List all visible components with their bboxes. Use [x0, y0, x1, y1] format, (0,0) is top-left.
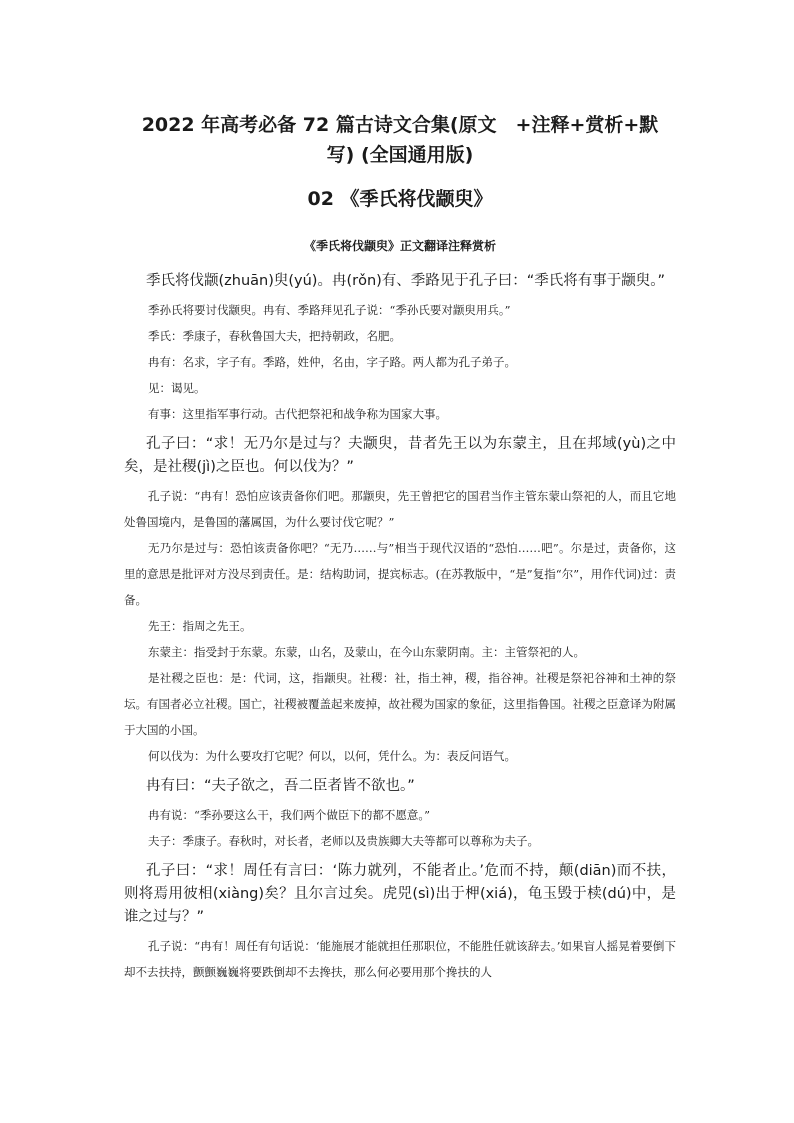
section-heading: 《季氏将伐颛臾》正文翻译注释赏析: [303, 239, 496, 253]
original-text-paragraph: 季氏将伐颛(zhuān)臾(yú)。冉(rǒn)有、季路见于孔子曰：“季氏将有事于颛臾。”: [146, 273, 666, 289]
annotation-paragraph: 冉有说：“季孙要这么干，我们两个做臣下的都不愿意。”: [148, 808, 431, 822]
annotation-paragraph: 是社稷之臣也：是：代词，这，指颛臾。社稷：社，指土神，稷，指谷神。社稷是祭祀谷神和土神的祭坛。有国者必立社稷。国亡，社稷被覆盖起来废掉，故社稷为国家的象征，这里指鲁国。社稷之臣意译为附属于大国的小国。: [124, 671, 676, 737]
annotation-paragraph: 孔子说：“冉有！恐怕应该责备你们吧。那颛臾，先王曾把它的国君当作主管东蒙山祭祀的人，而且它地处鲁国境内，是鲁国的藩属国，为什么要讨伐它呢？”: [124, 489, 676, 529]
annotation-paragraph: 无乃尔是过与：恐怕该责备你吧？“无乃……与”相当于现代汉语的“恐怕……吧”。尔是过，责备你，这里的意思是批评对方没尽到责任。是：结构助词，提宾标志。(在苏教版中，“是”复指“尔”，用作代词)过：责备。: [124, 541, 676, 607]
annotation-paragraph: 夫子：季康子。春秋时，对长者，老师以及贵族卿大夫等都可以尊称为夫子。: [148, 834, 539, 848]
document-title: 2022 年高考必备 72 篇古诗文合集(原文 +注释+赏析+默写) (全国通用版): [141, 114, 659, 166]
original-text-paragraph: 孔子曰：“求！周任有言曰：‘陈力就列，不能者止。’危而不持，颠(diān)而不扶，则将焉用彼相(xiàng)矣？且尔言过矣。虎兕(sì)出于柙(xiá)，龟玉毁于椟(dú)中，是谁之过与？”: [124, 863, 676, 925]
annotation-paragraph: 冉有：名求，字子有。季路，姓仲，名由，字子路。两人都为孔子弟子。: [148, 355, 516, 369]
annotation-paragraph: 季氏：季康子，春秋鲁国大夫，把持朝政，名肥。: [148, 329, 401, 343]
annotation-paragraph: 先王：指周之先王。: [148, 619, 252, 633]
annotation-paragraph: 孔子说：“冉有！周任有句话说：‘能施展才能就担任那职位，不能胜任就该辞去。’如果盲人摇晃着要倒下却不去扶持，颤颤巍巍将要跌倒却不去搀扶，那么何必要用那个搀扶的人: [124, 939, 676, 979]
original-text-paragraph: 孔子曰：“求！无乃尔是过与？夫颛臾，昔者先王以为东蒙主，且在邦域(yù)之中矣，是社稷(jì)之臣也。何以伐为？”: [124, 436, 676, 475]
annotation-paragraph: 季孙氏将要讨伐颛臾。冉有、季路拜见孔子说：“季孙氏要对颛臾用兵。”: [148, 303, 511, 317]
annotation-paragraph: 见：谒见。: [148, 381, 206, 395]
document-body: [124, 270, 676, 985]
annotation-paragraph: 何以伐为：为什么要攻打它呢？何以，以何，凭什么。为：表反问语气。: [148, 749, 516, 763]
document-subtitle: 02 《季氏将伐颛臾》: [307, 188, 493, 210]
annotation-paragraph: 东蒙主：指受封于东蒙。东蒙，山名，及蒙山，在今山东蒙阴南。主：主管祭祀的人。: [148, 645, 585, 659]
original-text-paragraph: 冉有曰：“夫子欲之，吾二臣者皆不欲也。”: [146, 778, 415, 794]
annotation-paragraph: 有事：这里指军事行动。古代把祭祀和战争称为国家大事。: [148, 407, 447, 421]
